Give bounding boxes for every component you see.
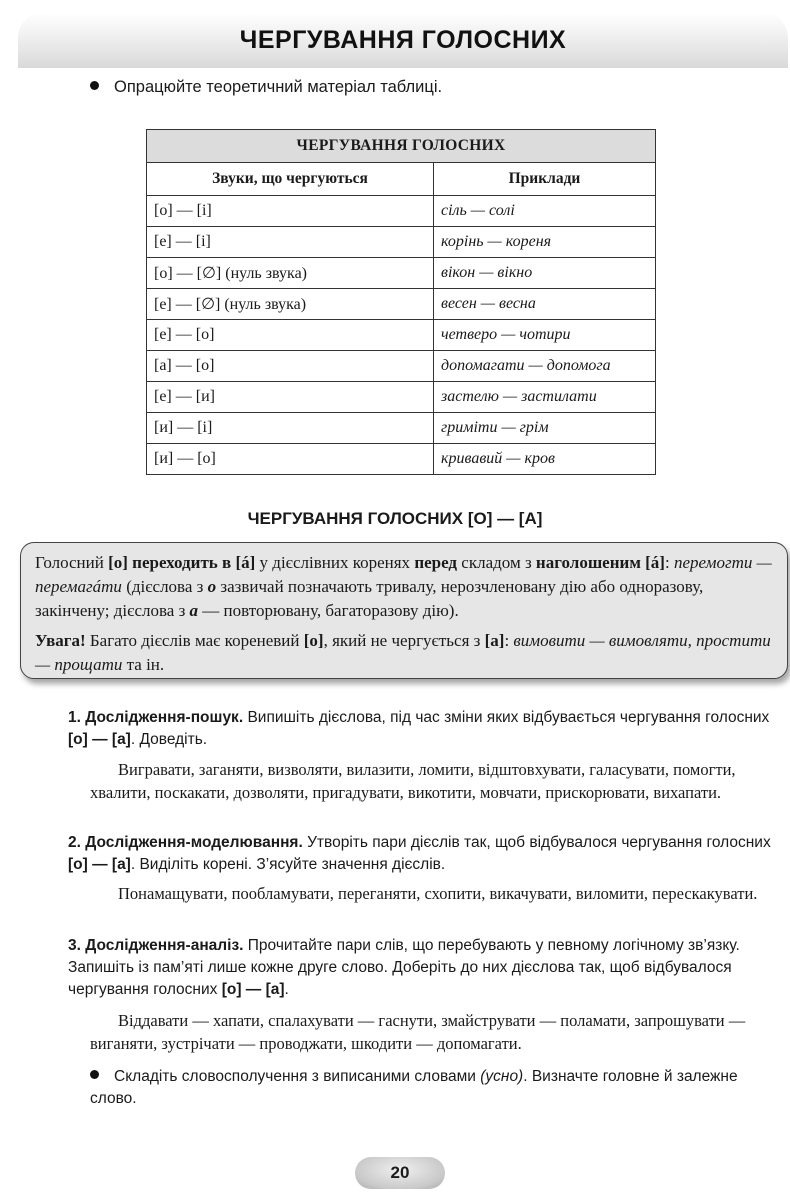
sound-cell: [а] — [о] — [147, 351, 434, 382]
task-2 — [68, 832, 786, 876]
task-text: Прочитайте пари слів, що перебувають у певному логічному зв’язку. Запишіть із пам’яті лише кожне друге слово. Доберіть до них дієслова так, щоб відбувалося чергування голосних — [68, 937, 740, 998]
rule-attention: Увага! — [35, 631, 86, 650]
rule-letter: о — [207, 577, 217, 596]
rule-box — [20, 542, 788, 679]
task-text: . Доведіть. — [130, 731, 208, 748]
task-text: . — [284, 981, 289, 998]
sound-cell: [е] — [о] — [147, 320, 434, 351]
note-text: . Визначте головне й залежне слово. — [90, 1068, 738, 1107]
task-3 — [68, 935, 786, 1001]
rule-text: , який не чергується з — [323, 631, 485, 650]
rule-text: : — [664, 553, 674, 572]
table-row — [147, 258, 656, 289]
table-row — [147, 227, 656, 258]
example-cell: застелю — застилати — [434, 382, 656, 413]
task-text: Утворіть пари дієслів так, щоб відбувалося чергування голосних — [302, 834, 771, 851]
sound-cell: [е] — [і] — [147, 227, 434, 258]
task-sounds: [о] — [а] — [221, 981, 285, 998]
table-row — [147, 351, 656, 382]
table-header-examples: Приклади — [434, 163, 656, 196]
example-cell: весен — весна — [434, 289, 656, 320]
rule-text: (дієслова з — [121, 577, 208, 596]
example-cell: корінь — кореня — [434, 227, 656, 258]
example-cell: сіль — солі — [434, 196, 656, 227]
table-row — [147, 444, 656, 475]
table-caption: ЧЕРГУВАННЯ ГОЛОСНИХ — [147, 130, 656, 163]
sound-cell: [е] — [∅] (нуль звука) — [147, 289, 434, 320]
rule-bold: наголошеним [á] — [535, 553, 665, 572]
task-name: Дослідження-пошук. — [85, 709, 244, 726]
rule-paragraph — [35, 551, 773, 623]
rule-letter: а — [189, 601, 199, 620]
task-1 — [68, 707, 786, 751]
note-italic: (усно) — [480, 1068, 524, 1085]
title-banner — [18, 12, 788, 68]
task-number: 1. — [68, 709, 81, 726]
rule-bold: перед — [414, 553, 458, 572]
note — [90, 1066, 786, 1110]
rule-note — [35, 629, 773, 677]
page-title: ЧЕРГУВАННЯ ГОЛОСНИХ — [239, 26, 567, 54]
task-number: 3. — [68, 937, 81, 954]
instruction-text: Опрацюйте теоретичний матеріал таблиці. — [114, 78, 443, 96]
note-text: Складіть словосполучення з виписаними словами — [114, 1068, 481, 1085]
rule-text: Багато дієслів має кореневий — [85, 631, 304, 650]
word-list-2: Понамащувати, пообламувати, переганяти, схопити, викачувати, виломити, перескакувати. — [118, 884, 758, 903]
rule-example: перемогти — перемагáти — [35, 553, 772, 596]
example-cell: вікон — вікно — [434, 258, 656, 289]
word-list-3: Віддавати — хапати, спалахувати — гаснути, змайструвати — поламати, запрошувати — виганяти, зустрічати — проводжати, шкодити — допомагати. — [90, 1011, 746, 1053]
rule-text: зазвичай позначають тривалу, нерозчленовану дію або одноразову, закінчену; дієслова з — [35, 577, 704, 620]
alternation-table — [146, 129, 656, 475]
table-row — [147, 382, 656, 413]
rule-example: вимовити — вимовляти, простити — прощати — [35, 631, 771, 674]
task-sounds: [о] — [а] — [68, 731, 131, 748]
task-text: . Виділіть корені. З’ясуйте значення дієслів. — [130, 856, 446, 873]
section-title: ЧЕРГУВАННЯ ГОЛОСНИХ [О] — [А] — [247, 509, 543, 528]
sound-cell: [е] — [и] — [147, 382, 434, 413]
task-number: 2. — [68, 834, 81, 851]
sound-cell: [о] — [і] — [147, 196, 434, 227]
table-row — [147, 413, 656, 444]
table-row — [147, 196, 656, 227]
rule-text: та ін. — [122, 655, 165, 674]
example-cell: гриміти — грім — [434, 413, 656, 444]
rule-text: складом з — [457, 553, 536, 572]
example-cell: кривавий — кров — [434, 444, 656, 475]
task-sounds: [о] — [а] — [68, 856, 131, 873]
rule-text: : — [504, 631, 514, 650]
sound-cell: [о] — [∅] (нуль звука) — [147, 258, 434, 289]
page-number: 20 — [355, 1157, 445, 1189]
sound-cell: [и] — [і] — [147, 413, 434, 444]
task-text: Випишіть дієслова, під час зміни яких відбувається чергування голосних — [243, 709, 770, 726]
rule-bold: [а] — [484, 631, 505, 650]
bullet-icon — [90, 81, 99, 90]
example-cell: четверо — чотири — [434, 320, 656, 351]
rule-text: — повторювану, багаторазову дію). — [198, 601, 459, 620]
rule-text: Голосний — [35, 553, 109, 572]
sound-cell: [и] — [о] — [147, 444, 434, 475]
table-header-sounds: Звуки, що чергуються — [147, 163, 434, 196]
table-row — [147, 320, 656, 351]
task-name: Дослідження-моделювання. — [85, 834, 303, 851]
bullet-icon — [90, 1070, 99, 1079]
task-name: Дослідження-аналіз. — [85, 937, 244, 954]
rule-bold: [о] — [303, 631, 324, 650]
word-list-1: Вигравати, заганяти, визволяти, вилазити, ломити, відштовхувати, галасувати, помогти, хвалити, поскакати, дозволяти, пригадувати, викотити, мовчати, прискорювати, вихапати. — [90, 760, 736, 802]
rule-text: у дієслівних коренях — [255, 553, 415, 572]
table-row — [147, 289, 656, 320]
instruction — [90, 76, 442, 98]
rule-bold: [о] переходить в [á] — [108, 553, 256, 572]
example-cell: допомагати — допомога — [434, 351, 656, 382]
